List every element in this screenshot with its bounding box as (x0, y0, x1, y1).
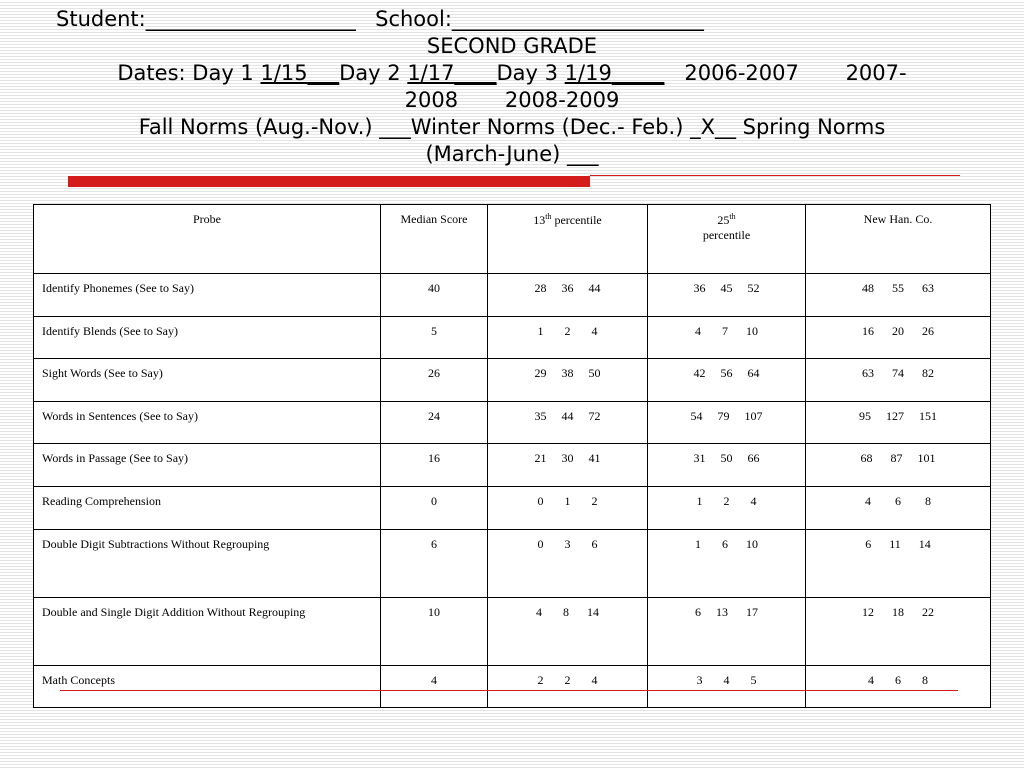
norms-table (33, 204, 991, 708)
student-label: Student: (56, 7, 146, 31)
percentile-13-cell: 29 38 50 (488, 359, 648, 402)
percentile-25-cell: 54 79 107 (648, 402, 806, 444)
percentile-13-cell: 0 1 2 (488, 487, 648, 530)
new-han-co-cell: 4 6 8 (806, 487, 991, 530)
years-line2: 2008 2008-2009 (404, 88, 620, 112)
probe-cell: Words in Sentences (See to Say) (34, 402, 381, 444)
probe-cell: Identify Blends (See to Say) (34, 317, 381, 359)
table-header-row (34, 205, 991, 274)
percentile-25-cell: 1 6 10 (648, 530, 806, 598)
form-header (40, 6, 984, 168)
footer-red-rule (60, 690, 958, 691)
percentile-13-cell: 28 36 44 (488, 274, 648, 317)
header-probe: Probe (34, 205, 381, 274)
day2-label: Day 2 (339, 61, 408, 85)
percentile-25-cell: 3 4 5 (648, 666, 806, 708)
header-new-han-co: New Han. Co. (806, 205, 991, 274)
day2-value: 1/17 (407, 61, 455, 85)
median-score-cell: 40 (381, 274, 488, 317)
table-row (34, 487, 991, 530)
day1-value: 1/15 (260, 61, 308, 85)
table-row (34, 444, 991, 487)
percentile-13-cell: 0 3 6 (488, 530, 648, 598)
percentile-25-cell: 6 13 17 (648, 598, 806, 666)
school-label: School: (375, 7, 452, 31)
day2-blank: ____ (454, 61, 497, 85)
percentile-25-cell: 4 7 10 (648, 317, 806, 359)
header-13th-percentile: 13th percentile (488, 205, 648, 274)
percentile-13-cell: 4 8 14 (488, 598, 648, 666)
median-score-cell: 4 (381, 666, 488, 708)
day3-value: 1/19 (564, 61, 612, 85)
median-score-cell: 16 (381, 444, 488, 487)
median-score-cell: 10 (381, 598, 488, 666)
dates-line (40, 60, 984, 87)
table-row (34, 530, 991, 598)
percentile-13-cell: 2 2 4 (488, 666, 648, 708)
probe-cell: Reading Comprehension (34, 487, 381, 530)
probe-cell: Identify Phonemes (See to Say) (34, 274, 381, 317)
student-blank: ____________________ (145, 7, 356, 31)
probe-cell: Math Concepts (34, 666, 381, 708)
years-line1: 2006-2007 2007- (684, 61, 907, 85)
norms-line1: Fall Norms (Aug.-Nov.) ___Winter Norms (Dec.- Feb.) _X__ Spring Norms (138, 115, 886, 139)
new-han-co-cell: 68 87 101 (806, 444, 991, 487)
day3-label: Day 3 (496, 61, 565, 85)
probe-cell: Double Digit Subtractions Without Regrouping (34, 530, 381, 598)
table-row (34, 359, 991, 402)
percentile-13-cell: 1 2 4 (488, 317, 648, 359)
percentile-13-cell: 35 44 72 (488, 402, 648, 444)
median-score-cell: 26 (381, 359, 488, 402)
median-score-cell: 5 (381, 317, 488, 359)
probe-cell: Sight Words (See to Say) (34, 359, 381, 402)
day1-blank: ___ (307, 61, 340, 85)
new-han-co-cell: 6 11 14 (806, 530, 991, 598)
new-han-co-cell: 48 55 63 (806, 274, 991, 317)
header-25th-percentile: 25th percentile (648, 205, 806, 274)
percentile-25-cell: 42 56 64 (648, 359, 806, 402)
table-row (34, 402, 991, 444)
new-han-co-cell: 12 18 22 (806, 598, 991, 666)
table-row (34, 598, 991, 666)
school-blank: ________________________ (451, 7, 704, 31)
probe-cell: Words in Passage (See to Say) (34, 444, 381, 487)
norms-line2: (March-June) ___ (425, 142, 599, 166)
table-row (34, 274, 991, 317)
dates-label: Dates: Day 1 (117, 61, 261, 85)
median-score-cell: 6 (381, 530, 488, 598)
new-han-co-cell: 63 74 82 (806, 359, 991, 402)
probe-cell: Double and Single Digit Addition Without Regrouping (34, 598, 381, 666)
student-school-line (40, 6, 984, 33)
percentile-25-cell: 1 2 4 (648, 487, 806, 530)
percentile-13-cell: 21 30 41 (488, 444, 648, 487)
table-row (34, 317, 991, 359)
grade-title: SECOND GRADE (426, 34, 598, 58)
header-red-rule (590, 175, 960, 176)
new-han-co-cell: 95 127 151 (806, 402, 991, 444)
header-red-bar (68, 176, 590, 187)
new-han-co-cell: 4 6 8 (806, 666, 991, 708)
median-score-cell: 24 (381, 402, 488, 444)
table-row (34, 666, 991, 708)
header-median: Median Score (381, 205, 488, 274)
day3-blank: _____ (611, 61, 665, 85)
median-score-cell: 0 (381, 487, 488, 530)
percentile-25-cell: 36 45 52 (648, 274, 806, 317)
new-han-co-cell: 16 20 26 (806, 317, 991, 359)
percentile-25-cell: 31 50 66 (648, 444, 806, 487)
